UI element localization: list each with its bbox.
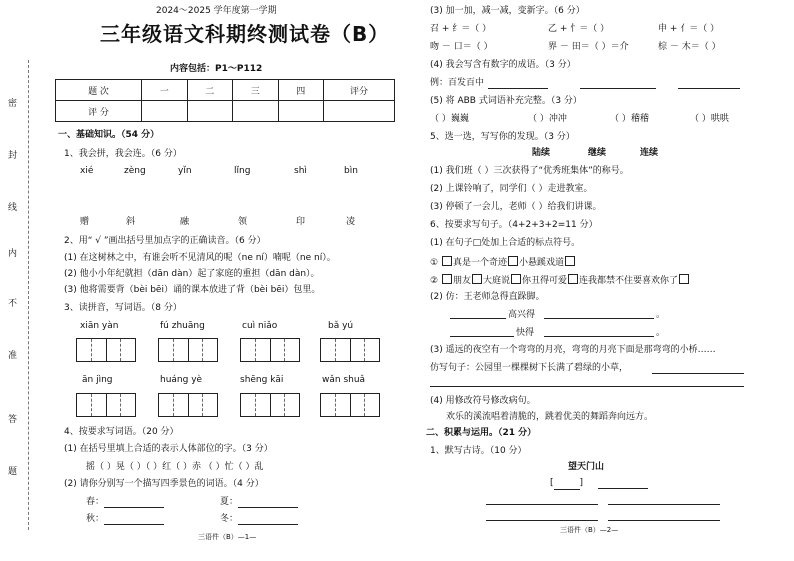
season-label: 春： bbox=[86, 497, 105, 507]
question-line: (2) 请你分别写一个描写四季景色的词语。（4 分） bbox=[64, 479, 264, 489]
pinyin: ān jìng bbox=[82, 375, 113, 385]
season-label: 冬： bbox=[220, 514, 239, 524]
writing-box[interactable] bbox=[240, 393, 300, 417]
writing-box[interactable] bbox=[240, 338, 300, 362]
section-heading: 一、基础知识。（54 分） bbox=[58, 130, 160, 140]
punct-box[interactable] bbox=[442, 274, 452, 284]
answer-line[interactable] bbox=[678, 88, 740, 89]
word-choice: 陆续 bbox=[532, 148, 551, 158]
answer-line[interactable] bbox=[580, 88, 656, 89]
question-title: 1、默写古诗。（10 分） bbox=[430, 446, 527, 456]
sentence-part: 朋友 bbox=[452, 276, 471, 286]
answer-line[interactable] bbox=[238, 524, 298, 525]
score-cell[interactable] bbox=[278, 101, 324, 122]
pinyin: xiān yàn bbox=[80, 321, 119, 331]
character: 赠 bbox=[80, 217, 90, 227]
term-label: 2024～2025 学年度第一学期 bbox=[156, 6, 277, 16]
equation[interactable]: 界 － 田＝（ ）＝介 bbox=[548, 42, 629, 52]
question-line[interactable]: (1) 我们班（ ）三次获得了“优秀班集体”的称号。 bbox=[430, 166, 629, 176]
score-header-cell: 一 bbox=[142, 80, 188, 101]
writing-box[interactable] bbox=[158, 338, 218, 362]
pinyin: bìn bbox=[344, 166, 358, 176]
fill-item[interactable]: （ ）冲冲 bbox=[528, 114, 567, 124]
question-line[interactable]: (2) 上课铃响了，同学们（ ）走进教室。 bbox=[430, 184, 593, 194]
page-footer: 三语件（B）—2— bbox=[560, 526, 619, 534]
character: 斜 bbox=[126, 217, 136, 227]
question-line: (2) 仿：王老师急得直跺脚。 bbox=[430, 292, 545, 302]
content-scope: 内容包括：P1～P112 bbox=[170, 64, 263, 74]
margin-char: 密 bbox=[8, 99, 18, 109]
season-label: 秋： bbox=[86, 514, 105, 524]
score-cell[interactable] bbox=[233, 101, 279, 122]
answer-line[interactable] bbox=[652, 373, 744, 374]
answer-line[interactable] bbox=[450, 318, 506, 319]
answer-line[interactable] bbox=[486, 504, 598, 505]
score-cell[interactable] bbox=[142, 101, 188, 122]
prompt-word: 快得 bbox=[516, 328, 535, 338]
sentence-part: 大庭说 bbox=[482, 276, 510, 286]
sentence-part: 小悬蹊戏道 bbox=[518, 258, 564, 268]
pinyin: shēng kāi bbox=[240, 375, 284, 385]
score-cell[interactable] bbox=[324, 101, 395, 122]
punct-box[interactable] bbox=[442, 256, 452, 266]
character: 凌 bbox=[346, 217, 356, 227]
punct-box[interactable] bbox=[568, 274, 578, 284]
pinyin: bǎ yú bbox=[328, 321, 354, 331]
score-table bbox=[55, 79, 395, 122]
margin-char: 答 bbox=[8, 415, 18, 425]
margin-char: 内 bbox=[8, 249, 18, 259]
example: 例：百发百中 bbox=[430, 78, 485, 88]
equation[interactable]: 吻 － 口＝（ ） bbox=[430, 42, 493, 52]
pinyin: shì bbox=[294, 166, 307, 176]
page-title: 三年级语文科期终测试卷（B） bbox=[100, 22, 390, 46]
pinyin: xié bbox=[80, 166, 94, 176]
punctuation-line[interactable] bbox=[430, 274, 690, 287]
question-line[interactable]: (3) 停顿了一会儿，老师（ ）给我们讲课。 bbox=[430, 202, 602, 212]
punctuation-line[interactable] bbox=[430, 256, 576, 269]
character: 融 bbox=[180, 217, 190, 227]
question-title: (5) 将 ABB 式词语补充完整。（3 分） bbox=[430, 96, 582, 106]
pinyin: lǐng bbox=[234, 166, 251, 176]
item-number: ② bbox=[430, 276, 439, 286]
answer-line[interactable] bbox=[544, 318, 654, 319]
equation[interactable]: 召 + 纟＝（ ） bbox=[430, 24, 492, 34]
fill-item[interactable]: （ ）哄哄 bbox=[690, 114, 729, 124]
pinyin: fú zhuāng bbox=[160, 321, 205, 331]
sentence-part: 真是一个奇迹 bbox=[452, 258, 507, 268]
writing-box[interactable] bbox=[76, 338, 136, 362]
fill-item[interactable]: （ ）稽稽 bbox=[610, 114, 649, 124]
pinyin: zèng bbox=[124, 166, 146, 176]
poem-title: 望天门山 bbox=[568, 462, 605, 472]
equation[interactable]: 棕 － 木＝（ ） bbox=[658, 42, 721, 52]
question-title: 3、读拼音，写词语。（8 分） bbox=[64, 303, 182, 313]
sick-sentence[interactable]: 欢乐的溪流唱着清脆的，跳着优美的舞蹈奔向远方。 bbox=[446, 412, 654, 422]
writing-box[interactable] bbox=[320, 338, 380, 362]
question-line: (1) 在这树林之中，有谁会听不见清风的呢（ne ní）喃呢（ne ní）。 bbox=[64, 253, 336, 263]
question-title: 2、用“ √ ”画出括号里加点字的正确读音。（6 分） bbox=[64, 236, 266, 246]
page-footer: 三语件（B）—1— bbox=[198, 533, 257, 541]
punct-box[interactable] bbox=[511, 274, 521, 284]
item-number: ① bbox=[430, 258, 439, 268]
sentence-part: 连我都禁不住要喜欢你了 bbox=[579, 276, 679, 286]
binding-line bbox=[28, 60, 29, 530]
season-label: 夏： bbox=[220, 497, 239, 507]
score-header-cell: 三 bbox=[233, 80, 279, 101]
answer-line[interactable] bbox=[488, 88, 548, 89]
writing-box[interactable] bbox=[320, 393, 380, 417]
question-line: (2) 他小小年纪就担（dān dàn）起了家庭的重担（dān dàn）。 bbox=[64, 269, 320, 279]
character: 印 bbox=[296, 217, 306, 227]
writing-box[interactable] bbox=[158, 393, 218, 417]
punct-box[interactable] bbox=[472, 274, 482, 284]
question-title: 1、我会拼，我会连。（6 分） bbox=[64, 149, 182, 159]
question-title: 4、按要求写词语。（20 分） bbox=[64, 427, 179, 437]
answer-line[interactable] bbox=[608, 520, 720, 521]
question-line: (3) 他将需要背（bèi bēi）诵的课本放进了背（bèi bēi）包里。 bbox=[64, 285, 321, 295]
equation[interactable]: 乙 + 忄＝（ ） bbox=[548, 24, 610, 34]
pinyin: yǐn bbox=[178, 166, 192, 176]
answer-line[interactable] bbox=[104, 524, 164, 525]
margin-char: 题 bbox=[8, 467, 18, 477]
pinyin: wǎn shuǎ bbox=[322, 375, 366, 385]
fill-line[interactable]: 摇（ ）晃（ ）（ ）红（ ）赤 （ ）忙（ ）乱 bbox=[86, 462, 264, 472]
score-row-label: 评 分 bbox=[56, 101, 142, 122]
margin-char: 不 bbox=[8, 299, 18, 309]
margin-char: 封 bbox=[8, 151, 18, 161]
answer-line[interactable] bbox=[104, 507, 164, 508]
score-header-cell: 四 bbox=[278, 80, 324, 101]
word-choice: 连续 bbox=[640, 148, 659, 158]
punct-box[interactable] bbox=[565, 256, 575, 266]
question-title: 6、按要求写句子。（4+2+3+2=11 分） bbox=[430, 220, 598, 230]
score-cell[interactable] bbox=[187, 101, 233, 122]
answer-line[interactable] bbox=[486, 520, 598, 521]
answer-line[interactable] bbox=[430, 386, 744, 387]
question-line: (1) 在括号里填上合适的表示人体部位的字。（3 分） bbox=[64, 444, 273, 454]
punct-box[interactable] bbox=[679, 274, 689, 284]
question-line: (3) 遥远的夜空有一个弯弯的月亮，弯弯的月亮下面是那弯弯的小桥…… bbox=[430, 345, 716, 355]
punct-box[interactable] bbox=[508, 256, 518, 266]
writing-box[interactable] bbox=[76, 393, 136, 417]
answer-line[interactable] bbox=[598, 488, 648, 489]
fill-item[interactable]: （ ）巍巍 bbox=[430, 114, 469, 124]
pinyin: cuì niǎo bbox=[242, 321, 278, 331]
margin-char: 准 bbox=[8, 351, 18, 361]
answer-line[interactable] bbox=[608, 504, 720, 505]
answer-line[interactable] bbox=[544, 336, 654, 337]
word-choice: 继续 bbox=[588, 148, 607, 158]
score-header-cell: 二 bbox=[187, 80, 233, 101]
section-heading: 二、积累与运用。（21 分） bbox=[426, 428, 537, 438]
question-line: (1) 在句子□处加上合适的标点符号。 bbox=[430, 238, 581, 248]
pinyin: huáng yè bbox=[160, 375, 203, 385]
character: 领 bbox=[238, 217, 248, 227]
author-bracket[interactable]: [ ] bbox=[550, 478, 584, 488]
score-header-cell: 评分 bbox=[324, 80, 395, 101]
question-title: (3) 加一加，减一减，变新字。（6 分） bbox=[430, 6, 585, 16]
equation[interactable]: 申 + 亻＝（ ） bbox=[658, 24, 720, 34]
question-line: (4) 用修改符号修改病句。 bbox=[430, 396, 536, 406]
question-title: (4) 我会写含有数字的成语。（3 分） bbox=[430, 60, 576, 70]
sentence-part: 你丑得可爱 bbox=[521, 276, 567, 286]
score-header-cell: 题 次 bbox=[56, 80, 142, 101]
prompt-word: 高兴得 bbox=[508, 310, 536, 320]
question-line: 仿写句子：公园里一棵棵树下长满了碧绿的小草， bbox=[430, 363, 629, 373]
margin-char: 线 bbox=[8, 203, 18, 213]
answer-line[interactable] bbox=[238, 507, 298, 508]
answer-line[interactable] bbox=[450, 336, 514, 337]
question-title: 5、选一选，写写你的发现。（3 分） bbox=[430, 132, 575, 142]
